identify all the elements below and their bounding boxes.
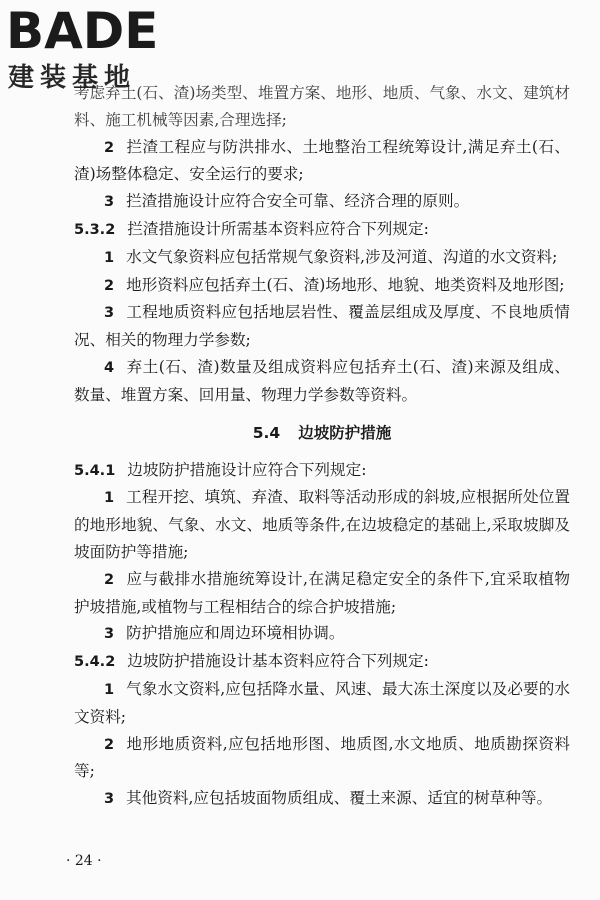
clause-542-item-2 bbox=[74, 731, 570, 786]
clause-532-item-4 bbox=[74, 354, 570, 409]
item-number: 2 bbox=[104, 736, 115, 753]
item-number: 3 bbox=[104, 305, 115, 322]
clause-541-item-1 bbox=[74, 484, 570, 565]
item-number: 3 bbox=[104, 791, 115, 808]
item-text: 地形地质资料,应包括地形图、地质图,水文地质、地质勘探资料等; bbox=[74, 734, 570, 781]
item-number: 1 bbox=[104, 681, 115, 698]
document-page bbox=[74, 80, 570, 813]
section-title: 边坡防护措施 bbox=[298, 423, 392, 442]
paragraph-continued: 考虑弃土(石、渣)场类型、堆置方案、地形、地质、气象、水文、建筑材料、施工机械等因素,合理选择; bbox=[74, 84, 570, 129]
logo-text: BADE bbox=[6, 2, 159, 60]
item-text: 工程开挖、填筑、弃渣、取料等活动形成的斜坡,应根据所处位置的地形地貌、气象、水文、地质等条件,在边坡稳定的基础上,采取坡脚及坡面防护等措施; bbox=[74, 488, 570, 561]
item-number: 2 bbox=[104, 139, 115, 156]
section-heading bbox=[74, 419, 570, 447]
item-number: 3 bbox=[104, 194, 115, 211]
item-number: 2 bbox=[104, 277, 115, 294]
clause-532-item-3 bbox=[74, 299, 570, 354]
item-text: 拦渣工程应与防洪排水、土地整治工程统筹设计,满足弃土(石、渣)场整体稳定、安全运行的要求; bbox=[74, 137, 570, 184]
page-number: · 24 · bbox=[66, 853, 102, 869]
item-text: 其他资料,应包括坡面物质组成、覆土来源、适宜的树草种等。 bbox=[126, 789, 553, 808]
clause-542-item-3 bbox=[74, 785, 570, 813]
item-text: 气象水文资料,应包括降水量、风速、最大冻土深度以及必要的水文资料; bbox=[74, 679, 570, 726]
item-number: 1 bbox=[104, 249, 115, 266]
item-number: 3 bbox=[104, 626, 115, 643]
clause-541-item-2 bbox=[74, 566, 570, 621]
section-number: 5.4 bbox=[252, 423, 281, 442]
item-text: 地形资料应包括弃土(石、渣)场地形、地貌、地类资料及地形图; bbox=[126, 275, 565, 294]
clause-541 bbox=[74, 457, 570, 485]
clause-541-item-3 bbox=[74, 620, 570, 648]
clause-531-item-3 bbox=[74, 188, 570, 216]
clause-532-item-1 bbox=[74, 244, 570, 272]
item-text: 防护措施应和周边环境相协调。 bbox=[126, 624, 345, 643]
clause-text: 边坡防护措施设计基本资料应符合下列规定: bbox=[127, 652, 429, 671]
clause-542 bbox=[74, 648, 570, 676]
clause-532-item-2 bbox=[74, 272, 570, 300]
item-text: 水文气象资料应包括常规气象资料,涉及河道、沟道的水文资料; bbox=[126, 247, 558, 266]
item-text: 工程地质资料应包括地层岩性、覆盖层组成及厚度、不良地质情况、相关的物理力学参数; bbox=[74, 303, 570, 350]
clause-text: 边坡防护措施设计应符合下列规定: bbox=[127, 460, 367, 479]
item-number: 1 bbox=[104, 490, 115, 507]
logo-text-cn: 建装基地 bbox=[8, 63, 137, 92]
item-text: 拦渣措施设计应符合安全可靠、经济合理的原则。 bbox=[126, 192, 470, 211]
item-text: 弃土(石、渣)数量及组成资料应包括弃土(石、渣)来源及组成、数量、堆置方案、回用量、物理力学参数等资料。 bbox=[74, 357, 570, 404]
item-text: 应与截排水措施统筹设计,在满足稳定安全的条件下,宜采取植物护坡措施,或植物与工程相结合的综合护坡措施; bbox=[74, 569, 570, 616]
watermark-logo bbox=[4, 2, 184, 92]
clause-number: 5.4.1 bbox=[74, 462, 116, 479]
clause-531-item-2 bbox=[74, 134, 570, 189]
clause-number: 5.4.2 bbox=[74, 654, 116, 671]
item-number: 4 bbox=[104, 359, 115, 376]
clause-number: 5.3.2 bbox=[74, 221, 116, 238]
item-number: 2 bbox=[104, 571, 115, 588]
clause-text: 拦渣措施设计所需基本资料应符合下列规定: bbox=[127, 219, 429, 238]
logo-graphic bbox=[4, 2, 184, 92]
clause-532 bbox=[74, 216, 570, 244]
clause-542-item-1 bbox=[74, 676, 570, 731]
